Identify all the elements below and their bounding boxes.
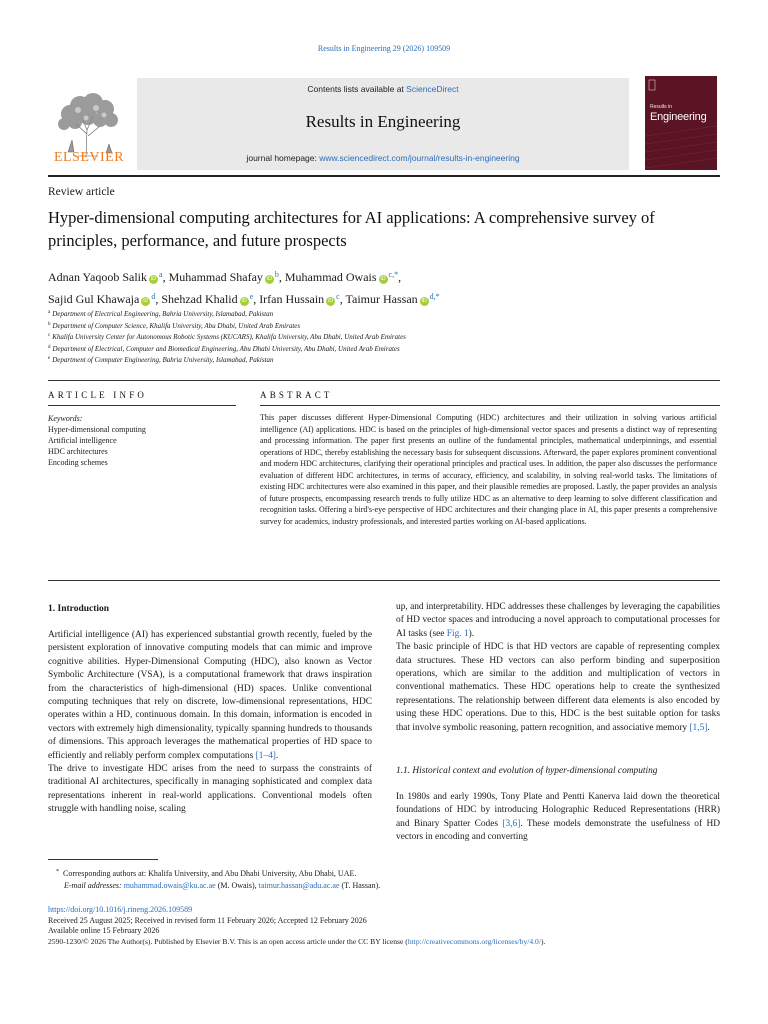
email-link[interactable]: muhammad.owais@ku.ac.ae [123, 881, 216, 890]
author-list [48, 265, 708, 309]
journal-homepage-link[interactable]: www.sciencedirect.com/journal/results-in-engineering [319, 153, 520, 163]
doi-link[interactable]: https://doi.org/10.1016/j.rineng.2026.109589 [48, 905, 193, 914]
affiliation-key: e [48, 356, 51, 361]
footnote-marker: * [56, 869, 59, 875]
affiliation-item [48, 331, 708, 343]
body-right-column-continued [396, 791, 720, 845]
abstract-rule [260, 405, 720, 406]
running-header[interactable]: Results in Engineering 29 (2026) 109509 [317, 44, 451, 53]
email-owner: (M. Owais), [217, 881, 257, 890]
citation-link[interactable]: [3,6] [502, 818, 521, 829]
body-paragraph [396, 641, 720, 735]
abstract-bottom-rule [48, 580, 720, 581]
sciencedirect-link[interactable]: ScienceDirect [406, 84, 459, 94]
citation-link[interactable]: [1–4] [255, 750, 276, 761]
publisher-logo-text[interactable]: ELSEVIER [53, 150, 125, 165]
paragraph-text: . [275, 750, 279, 761]
author-affiliation-sup[interactable]: e [249, 292, 254, 301]
paragraph-text: In 1980s and early 1990s, Tony Plate and Pentti Kanerva laid down the theoretical foundations of HDC by introducing Holographic Reduced Representations (HRR) and Binary Spatter Codes [396, 792, 720, 829]
author-affiliation-sup[interactable]: d,* [429, 292, 440, 301]
affiliation-item [48, 354, 708, 366]
cover-title-large: Engineering [650, 111, 707, 123]
article-title: Hyper-dimensional computing architectures for AI applications: A comprehensive survey of principles, performance, and future prospects [48, 208, 655, 250]
author-name[interactable]: Adnan Yaqoob Salik [48, 270, 148, 284]
corresponding-author-text: Corresponding authors at: Khalifa University, and Abu Dhabi University, Abu Dhabi, UAE. [63, 869, 357, 878]
contents-line [137, 84, 629, 94]
orcid-icon[interactable]: iD [150, 276, 157, 282]
article-info-heading: ARTICLE INFO [48, 390, 148, 400]
section-heading-introduction: 1. Introduction [48, 604, 110, 614]
keywords-label: Keywords: [48, 414, 83, 423]
orcid-icon[interactable]: iD [266, 276, 272, 282]
body-left-column [48, 629, 372, 817]
license-line [48, 937, 738, 948]
email-label: E-mail addresses: [64, 881, 122, 890]
author-name[interactable]: Irfan Hussain [259, 292, 325, 306]
license-text: 2590-1230/© 2026 The Author(s). Published by Elsevier B.V. This is an open access article under the CC BY license ( [48, 936, 408, 946]
keyword-item: Hyper-dimensional computing [48, 425, 146, 434]
author-separator: , [155, 292, 162, 306]
email-owner: (T. Hassan). [341, 881, 381, 890]
affiliation-text: Department of Electrical Engineering, Bahria University, Islamabad, Pakistan [52, 310, 274, 318]
subsection-heading: 1.1. Historical context and evolution of hyper-dimensional computing [396, 766, 658, 776]
author-name[interactable]: Taimur Hassan [345, 292, 418, 306]
author-separator: , [162, 270, 169, 284]
article-type: Review article [48, 186, 115, 198]
affiliation-key: d [48, 344, 51, 350]
orcid-icon[interactable]: iD [143, 298, 149, 304]
keyword-item: Encoding schemes [48, 458, 108, 467]
contents-prefix: Contents lists available at [307, 84, 407, 94]
body-paragraph: The drive to investigate HDC arises from the need to surpass the constraints of traditional AI architectures, specifically in managing sophisticated and complex data representations inherent in real-world applications. Conventional models often struggle with handling noise, scaling [48, 764, 372, 815]
paragraph-text: The basic principle of HDC is that HD vectors are capable of representing complex data structures. These HD vectors can also perform binding and superposition operations, which are similar to the addition and multiplication of vectors in conventional mathematics. These HDC operations help to create the synthesized representations. The relationship between different data elements is also encoded by using these HDC operations. Due to this, HDC is the best suitable option for tasks that involve symbolic reasoning, pattern recognition, and associative memory [396, 642, 720, 733]
author-separator: , [278, 270, 285, 284]
author-affiliation-sup[interactable]: b [274, 270, 279, 279]
paragraph-text: . These models demonstrate the usefulness of HD vectors in encoding and converting [396, 818, 720, 843]
author-name[interactable]: Sajid Gul Khawaja [48, 292, 140, 306]
author-name[interactable]: Shehzad Khalid [161, 292, 238, 306]
body-paragraph [396, 791, 720, 845]
orcid-icon[interactable]: iD [241, 298, 247, 304]
author-affiliation-sup[interactable]: c [336, 292, 340, 301]
affiliation-key: c [48, 333, 51, 338]
journal-cover-thumbnail[interactable] [645, 76, 717, 170]
author-affiliation-sup[interactable]: d [151, 292, 156, 301]
paragraph-text: ). [468, 628, 475, 639]
keyword-item: HDC architectures [48, 447, 108, 456]
affiliation-text: Khalifa University Center for Autonomous Robotic Systems (KUCARS), Khalifa University, Abu Dhabi, United Arab Emirates [52, 333, 406, 341]
license-text-end: ). [540, 936, 546, 946]
article-info-rule [48, 405, 236, 406]
homepage-prefix: journal homepage: [246, 153, 320, 163]
body-paragraph [396, 601, 720, 641]
author-separator: , [339, 292, 346, 306]
affiliation-list [48, 308, 708, 366]
footnote-rule [48, 859, 158, 860]
corresponding-author-note [48, 866, 720, 880]
email-link[interactable]: taimur.hassan@adu.ac.ae [258, 881, 340, 890]
affiliation-item [48, 320, 708, 332]
affiliation-text: Department of Computer Science, Khalifa University, Abu Dhabi, United Arab Emirates [52, 321, 301, 330]
orcid-icon[interactable]: iD [380, 276, 386, 282]
license-link[interactable]: http://creativecommons.org/licenses/by/4.0/ [407, 936, 541, 946]
paragraph-text: . [707, 722, 710, 733]
affiliation-text: Department of Electrical, Computer and Biomedical Engineering, Abu Dhabi University, Abu Dhabi, United Arab Emirates [52, 344, 400, 353]
publication-metadata [48, 905, 738, 947]
cover-title-small: Results in [650, 104, 672, 110]
footnote [48, 866, 720, 892]
citation-link[interactable]: [1,5] [689, 722, 708, 733]
body-right-column [396, 601, 720, 735]
affiliation-key: b [48, 321, 51, 327]
available-online-date: Available online 15 February 2026 [48, 926, 160, 935]
author-separator: , [253, 292, 260, 306]
affiliation-item [48, 308, 708, 320]
author-name[interactable]: Muhammad Shafay [168, 270, 263, 284]
affiliation-item [48, 343, 708, 355]
affiliation-text: Department of Computer Engineering, Bahria University, Islamabad, Pakistan [52, 356, 274, 364]
section-top-rule [48, 380, 720, 381]
journal-homepage-line [137, 153, 629, 163]
received-dates: Received 25 August 2025; Received in revised form 11 February 2026; Accepted 12 February 2026 [48, 915, 367, 925]
author-separator: , [398, 270, 402, 284]
affiliation-key: a [48, 310, 51, 315]
figure-link[interactable]: Fig. 1 [446, 628, 469, 639]
body-paragraph [48, 629, 372, 763]
keyword-item: Artificial intelligence [48, 436, 117, 445]
paragraph-text: Artificial intelligence (AI) has experienced substantial growth recently, fueled by the persistent exploration of innovative computing models that can mimic and improve cognitive abilities. Hyper-Dimensional Computing (HDC), also known as Vector Symbolic Architecture (VSA), is a computational framework that draws inspiration from the characteristics of high-dimensional (HD) spaces. Unlike conventional computing techniques that rely on discrete, low-dimensional representations, HDC operates within a HD, continuous domain. In this domain, information is encoded in vectors with extremely high dimensionality, typically spanning hundreds to thousands of dimensions. This approach leverages the mathematical properties of HD space to efficiently and reliably perform complex computations [48, 630, 372, 761]
abstract-text: This paper discusses different Hyper-Dimensional Computing (HDC) architectures and their utilization in solving various artificial intelligence (AI) applications. HDC is based on the principles of high-dimensional vector spaces and presents a distinct way of representing and processing information. The paper first presents an outline of the fundamental principles, mathematical underpinnings, and essential operations of HDC, thereby establishing the necessary basis for subsequent discussions. Afterward, the paper explores prominent conventional and modern HDC architectures, clarifying their operational principles and practical uses. In addition, the paper also discusses the performance evaluation of different HDC architectures, in terms of accuracy, efficiency, and scalability, in solving real-world tasks. The limitations of existing HDC architectures were also examined in this paper, and their plausible remedies are proposed. Lastly, the paper provides an analysis of future prospects, encompassing research trends to fully utilize HDC as an alternative to deep learning to solve different classification and recognition tasks. Offering a bird's-eye perspective of HDC architectures and their changing place in AI, this paper presents a comprehensive survey for academics, industry professionals, and interested parties working on AI-based applications. [260, 413, 717, 526]
orcid-icon[interactable]: iD [421, 298, 427, 304]
email-line [48, 880, 720, 892]
author-affiliation-sup[interactable]: a [159, 270, 163, 279]
header-divider [48, 175, 720, 177]
journal-title: Results in Engineering [305, 112, 461, 131]
abstract-heading: ABSTRACT [260, 390, 333, 400]
orcid-icon[interactable]: iD [328, 298, 334, 304]
author-affiliation-sup[interactable]: c,* [388, 270, 399, 279]
author-name[interactable]: Muhammad Owais [284, 270, 377, 284]
paragraph-text: up, and interpretability. HDC addresses these challenges by leveraging the capabilities of HD vector spaces and introducing a novel approach to computational processes for AI tasks (see [396, 602, 720, 639]
cover-pattern-icon [645, 76, 717, 170]
